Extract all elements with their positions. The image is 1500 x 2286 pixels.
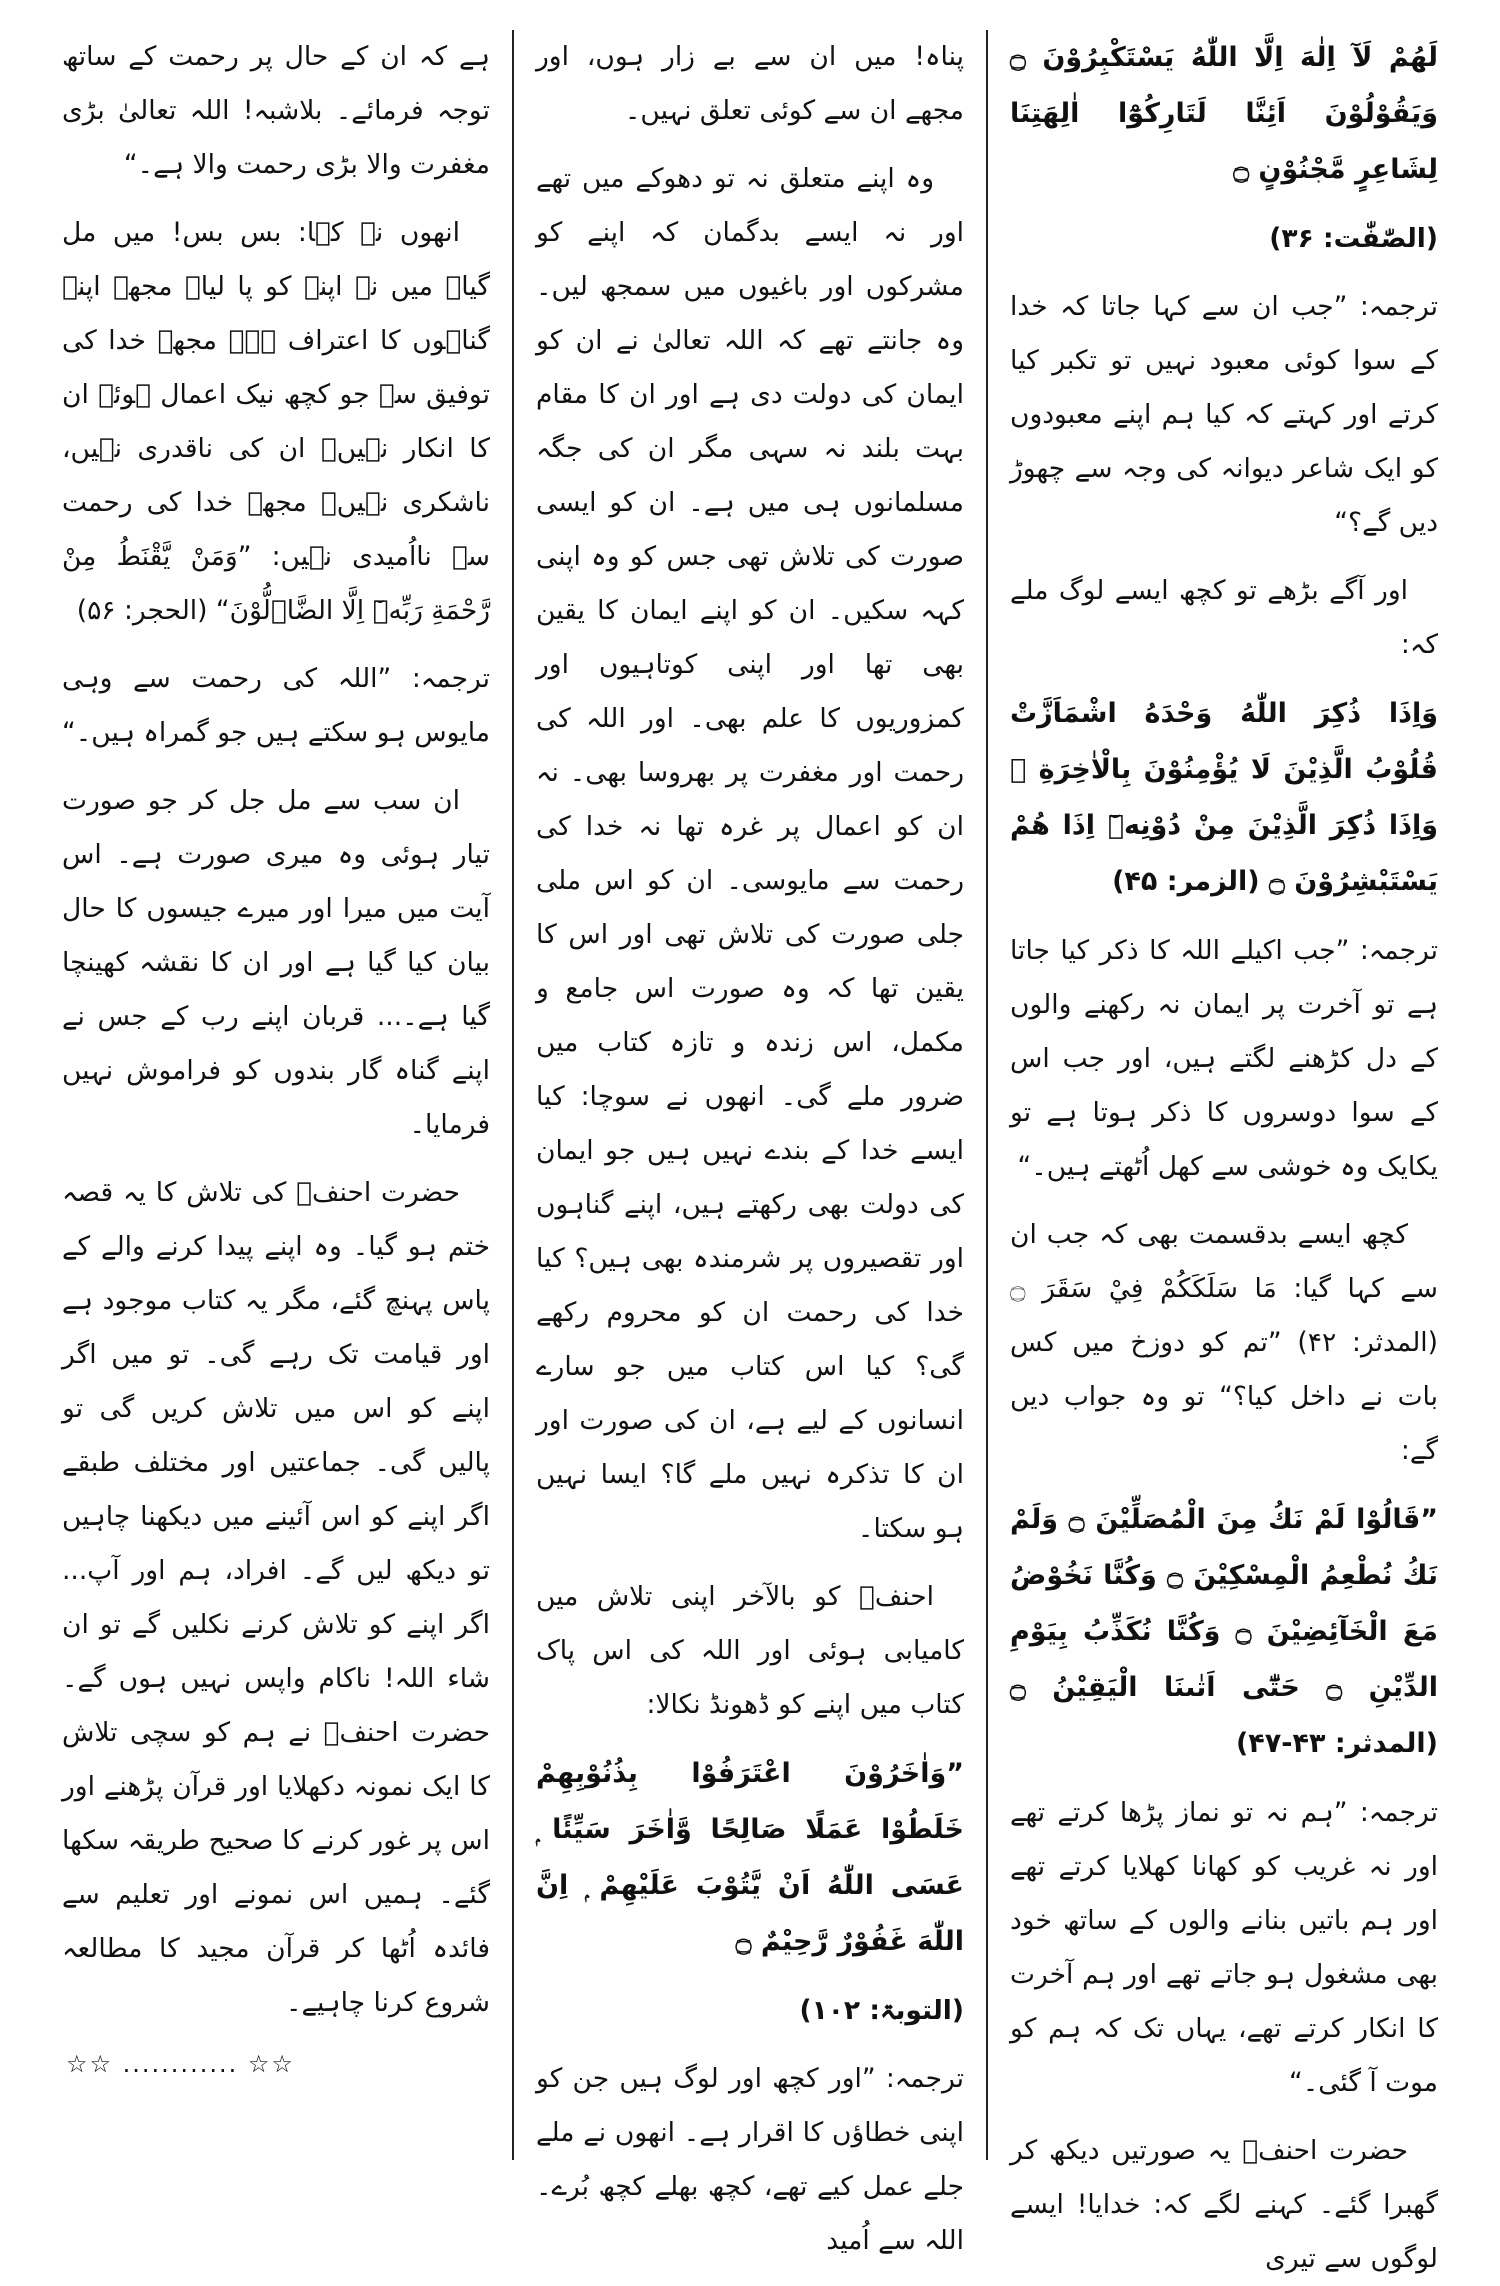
verse-reference: (الصّٰفّٰت: ۳۶) <box>1269 223 1438 254</box>
closing-ornament: ☆☆ ............ ☆☆ <box>66 2050 295 2078</box>
body-paragraph: وہ اپنے متعلق نہ تو دھوکے میں تھے اور نہ ایسے بدگمان کہ اپنے کو مشرکوں اور باغیوں میں سمجھ لیں۔ وہ جانتے تھے کہ اللہ تعالیٰ نے ان کو ایمان کی دولت دی ہے اور ان کا مقام بہت بلند نہ سہی مگر ان کی جگہ مسلمانوں ہی میں ہے۔ ان کو ایسی صورت کی تلاش تھی جس کو وہ اپنی کہہ سکیں۔ ان کو اپنے ایمان کا یقین بھی تھا اور اپنی کوتاہیوں اور کمزوریوں کا علم بھی۔ اور اللہ کی رحمت اور مغفرت پر بھروسا بھی۔ نہ ان کو اعمال پر غرہ تھا نہ خدا کی رحمت سے مایوسی۔ ان کو اس ملی جلی صورت کی تلاش تھی اور اس کا یقین تھا کہ وہ صورت اس جامع و مکمل، اس زندہ و تازہ کتاب میں ضرور ملے گی۔ انھوں نے سوچا: کیا ایسے خدا کے بندے نہیں ہیں جو ایمان کی دولت بھی رکھتے ہیں، اپنے گناہوں اور تقصیروں پر شرمندہ بھی ہیں؟ کیا خدا کی رحمت ان کو محروم رکھے گی؟ کیا اس کتاب میں جو سارے انسانوں کے لیے ہے، ان کی صورت اور ان کا تذکرہ نہیں ملے گا؟ ایسا نہیں ہو سکتا۔ <box>536 163 964 1544</box>
column-left <box>40 30 514 2160</box>
body-paragraph: ان سب سے مل جل کر جو صورت تیار ہوئی وہ میری صورت ہے۔ اس آیت میں میرا اور میرے جیسوں کا حال بیان کیا گیا ہے اور ان کا نقشہ کھینچا گیا ہے۔... قربان اپنے رب کے جس نے اپنے گناہ گار بندوں کو فراموش نہیں فرمایا۔ <box>62 785 490 1140</box>
three-column-layout <box>40 30 1460 2274</box>
translation-paragraph: ترجمہ: ”اللہ کی رحمت سے وہی مایوس ہو سکتے ہیں جو گمراہ ہیں۔“ <box>62 663 490 748</box>
quran-verse: ”وَاٰخَرُوْنَ اعْتَرَفُوْا بِذُنُوْبِهِمْ خَلَطُوْا عَمَلًا صَالِحًا وَّاٰخَرَ سَيِّئًا ۭ عَسَى اللّٰهُ اَنْ يَّتُوْبَ عَلَيْهِمْ ۭ اِنَّ اللّٰهَ غَفُوْرٌ رَّحِيْمٌ ۝ <box>536 1758 964 1957</box>
body-paragraph: پناہ! میں ان سے بے زار ہوں، اور مجھے ان سے کوئی تعلق نہیں۔ <box>536 41 964 126</box>
body-paragraph: اور آگے بڑھے تو کچھ ایسے لوگ ملے کہ: <box>1010 575 1438 660</box>
body-paragraph: احنفؒ کو بالآخر اپنی تلاش میں کامیابی ہوئی اور اللہ کی اس پاک کتاب میں اپنے کو ڈھونڈ نکالا: <box>536 1581 964 1720</box>
body-paragraph: حضرت احنفؒ کی تلاش کا یہ قصہ ختم ہو گیا۔ وہ اپنے پیدا کرنے والے کے پاس پہنچ گئے، مگر یہ کتاب موجود ہے اور قیامت تک رہے گی۔ تو میں اگر اپنے کو اس میں تلاش کریں گی تو پالیں گی۔ جماعتیں اور مختلف طبقے اگر اپنے کو اس آئینے میں دیکھنا چاہیں تو دیکھ لیں گے۔ افراد، ہم اور آپ... اگر اپنے کو تلاش کرنے نکلیں گے تو ان شاء اللہ! ناکام واپس نہیں ہوں گے۔ حضرت احنفؒ نے ہم کو سچی تلاش کا ایک نمونہ دکھلایا اور قرآن پڑھنے اور اس پر غور کرنے کا صحیح طریقہ سکھا گئے۔ ہمیں اس نمونے اور تعلیم سے فائدہ اُٹھا کر قرآن مجید کا مطالعہ شروع کرنا چاہیے۔ <box>62 1177 490 2018</box>
translation-paragraph: ترجمہ: ”جب اکیلے اللہ کا ذکر کیا جاتا ہے تو آخرت پر ایمان نہ رکھنے والوں کے دل کڑھنے لگتے ہیں، اور جب اس کے سوا دوسروں کا ذکر ہوتا ہے تو یکایک وہ خوشی سے کھل اُٹھتے ہیں۔“ <box>1010 935 1438 1182</box>
quran-verse: ”قَالُوْا لَمْ نَكُ مِنَ الْمُصَلِّيْنَ ۝ وَلَمْ نَكُ نُطْعِمُ الْمِسْكِيْنَ ۝ وَكُنَّا نَخُوْضُ مَعَ الْخَآئِضِيْنَ ۝ وَكُنَّا نُكَذِّبُ بِيَوْمِ الدِّيْنِ ۝ حَتّٰٓى اَتٰىنَا الْيَقِيْنُ ۝ (المدثر: ۴۳-۴۷) <box>1010 1504 1438 1759</box>
quran-verse: لَهُمْ لَآ اِلٰهَ اِلَّا اللّٰهُ يَسْتَكْبِرُوْنَ ۝ وَيَقُوْلُوْنَ اَئِنَّا لَتَارِكُوْٓا اٰلِهَتِنَا لِشَاعِرٍ مَّجْنُوْنٍ ۝ <box>1010 42 1438 185</box>
body-paragraph: حضرت احنفؒ یہ صورتیں دیکھ کر گھبرا گئے۔ کہنے لگے کہ: خدایا! ایسے لوگوں سے تیری <box>1010 2135 1438 2274</box>
verse-reference: (التوبۃ: ۱۰۲) <box>799 1995 964 2026</box>
body-paragraph: کچھ ایسے بدقسمت بھی کہ جب ان سے کہا گیا: مَا سَلَكَكُمْ فِيْ سَقَرَ ۝ (المدثر: ۴۲) ”تم کو دوزخ میں کس بات نے داخل کیا؟“ تو وہ جواب دیں گے: <box>1010 1219 1438 1466</box>
translation-paragraph: ترجمہ: ”ہم نہ تو نماز پڑھا کرتے تھے اور نہ غریب کو کھانا کھلایا کرتے تھے اور ہم باتیں بنانے والوں کے ساتھ خود بھی مشغول ہو جاتے تھے اور ہم آخرت کا انکار کرتے تھے، یہاں تک کہ ہم کو موت آ گئی۔“ <box>1010 1797 1438 2098</box>
column-middle <box>514 30 988 2256</box>
quran-verse: وَاِذَا ذُكِرَ اللّٰهُ وَحْدَهُ اشْمَاَزَّتْ قُلُوْبُ الَّذِيْنَ لَا يُؤْمِنُوْنَ بِالْاٰخِرَةِ ۚ وَاِذَا ذُكِرَ الَّذِيْنَ مِنْ دُوْنِهٖٓ اِذَا هُمْ يَسْتَبْشِرُوْنَ ۝ (الزمر: ۴۵) <box>1010 698 1438 897</box>
translation-paragraph: ترجمہ: ”اور کچھ اور لوگ ہیں جن کو اپنی خطاؤں کا اقرار ہے۔ انھوں نے ملے جلے عمل کیے تھے، کچھ بھلے کچھ بُرے۔ اللہ سے اُمید <box>536 2063 964 2256</box>
body-paragraph: ہے کہ ان کے حال پر رحمت کے ساتھ توجہ فرمائے۔ بلاشبہ! اللہ تعالیٰ بڑی مغفرت والا بڑی رحمت والا ہے۔“ <box>62 41 490 180</box>
translation-paragraph: ترجمہ: ”جب ان سے کہا جاتا کہ خدا کے سوا کوئی معبود نہیں تو تکبر کیا کرتے اور کہتے کہ کیا ہم اپنے معبودوں کو ایک شاعر دیوانہ کی وجہ سے چھوڑ دیں گے؟“ <box>1010 291 1438 538</box>
column-right <box>988 30 1460 2274</box>
body-paragraph: انھوں نے کہا: بس بس! میں مل گیا۔ میں نے اپنے کو پا لیا۔ مجھے اپنے گناہوں کا اعتراف ہے۔ مجھے خدا کی توفیق سے جو کچھ نیک اعمال ہوئے ان کا انکار نہیں۔ ان کی ناقدری نہیں، ناشکری نہیں۔ مجھے خدا کی رحمت سے نااُمیدی نہیں: ”وَمَنْ يَّقْنَطُ مِنْ رَّحْمَةِ رَبِّهٖٓ اِلَّا الضَّاۗلُّوْنَ“ (الحجر: ۵۶) <box>62 217 490 626</box>
